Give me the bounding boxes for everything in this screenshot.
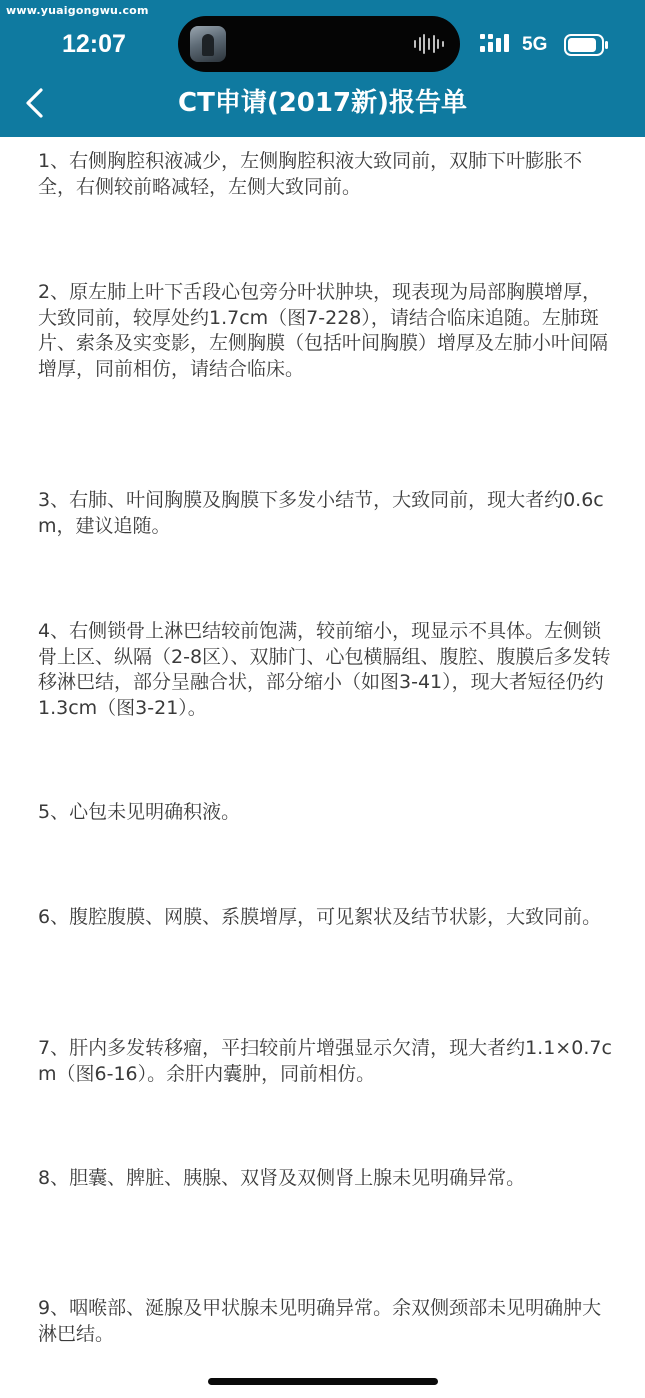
page-title: CT申请(2017新)报告单 [178,88,467,118]
report-finding: 4、右侧锁骨上淋巴结较前饱满，较前缩小，现显示不具体。左侧锁骨上区、纵隔（2-8区）、双肺门、心包横膈组、腹腔、腹膜后多发转移淋巴结，部分呈融合状，部分缩小（如图3-41），现大者短径仍约1.3cm（图3-21）。 [38,620,611,719]
cellular-signal-icon [480,32,514,54]
now-playing-artwork [190,26,226,62]
app-header [0,0,645,137]
report-finding: 2、原左肺上叶下舌段心包旁分叶状肿块，现表现为局部胸膜增厚，大致同前，较厚处约1.7cm（图7-228），请结合临床追随。左肺斑片、索条及实变影，左侧胸膜（包括叶间胸膜）增厚及左肺小叶间隔增厚，同前相仿，请结合临床。 [38,281,609,380]
report-finding: 7、肝内多发转移瘤，平扫较前片增强显示欠清，现大者约1.1×0.7cm（图6-16）。余肝内囊肿，同前相仿。 [38,1037,612,1085]
home-indicator[interactable] [208,1378,438,1385]
watermark-text: www.yuaigongwu.com [6,4,149,17]
report-finding: 9、咽喉部、涎腺及甲状腺未见明确异常。余双侧颈部未见明确肿大淋巴结。 [38,1297,602,1345]
report-finding: 5、心包未见明确积液。 [38,801,241,823]
battery-icon [564,34,610,56]
report-finding: 8、胆囊、脾脏、胰腺、双肾及双侧肾上腺未见明确异常。 [38,1167,526,1189]
dynamic-island[interactable] [178,16,460,72]
report-finding: 3、右肺、叶间胸膜及胸膜下多发小结节，大致同前，现大者约0.6cm，建议追随。 [38,489,604,537]
network-type: 5G [522,34,548,55]
audio-waveform-icon [414,34,444,54]
report-finding: 6、腹腔腹膜、网膜、系膜增厚，可见絮状及结节状影，大致同前。 [38,906,602,928]
status-time: 12:07 [62,30,126,58]
report-content[interactable] [0,137,645,1367]
report-finding: 1、右侧胸腔积液减少，左侧胸腔积液大致同前，双肺下叶膨胀不全，右侧较前略减轻，左侧大致同前。 [38,150,583,198]
